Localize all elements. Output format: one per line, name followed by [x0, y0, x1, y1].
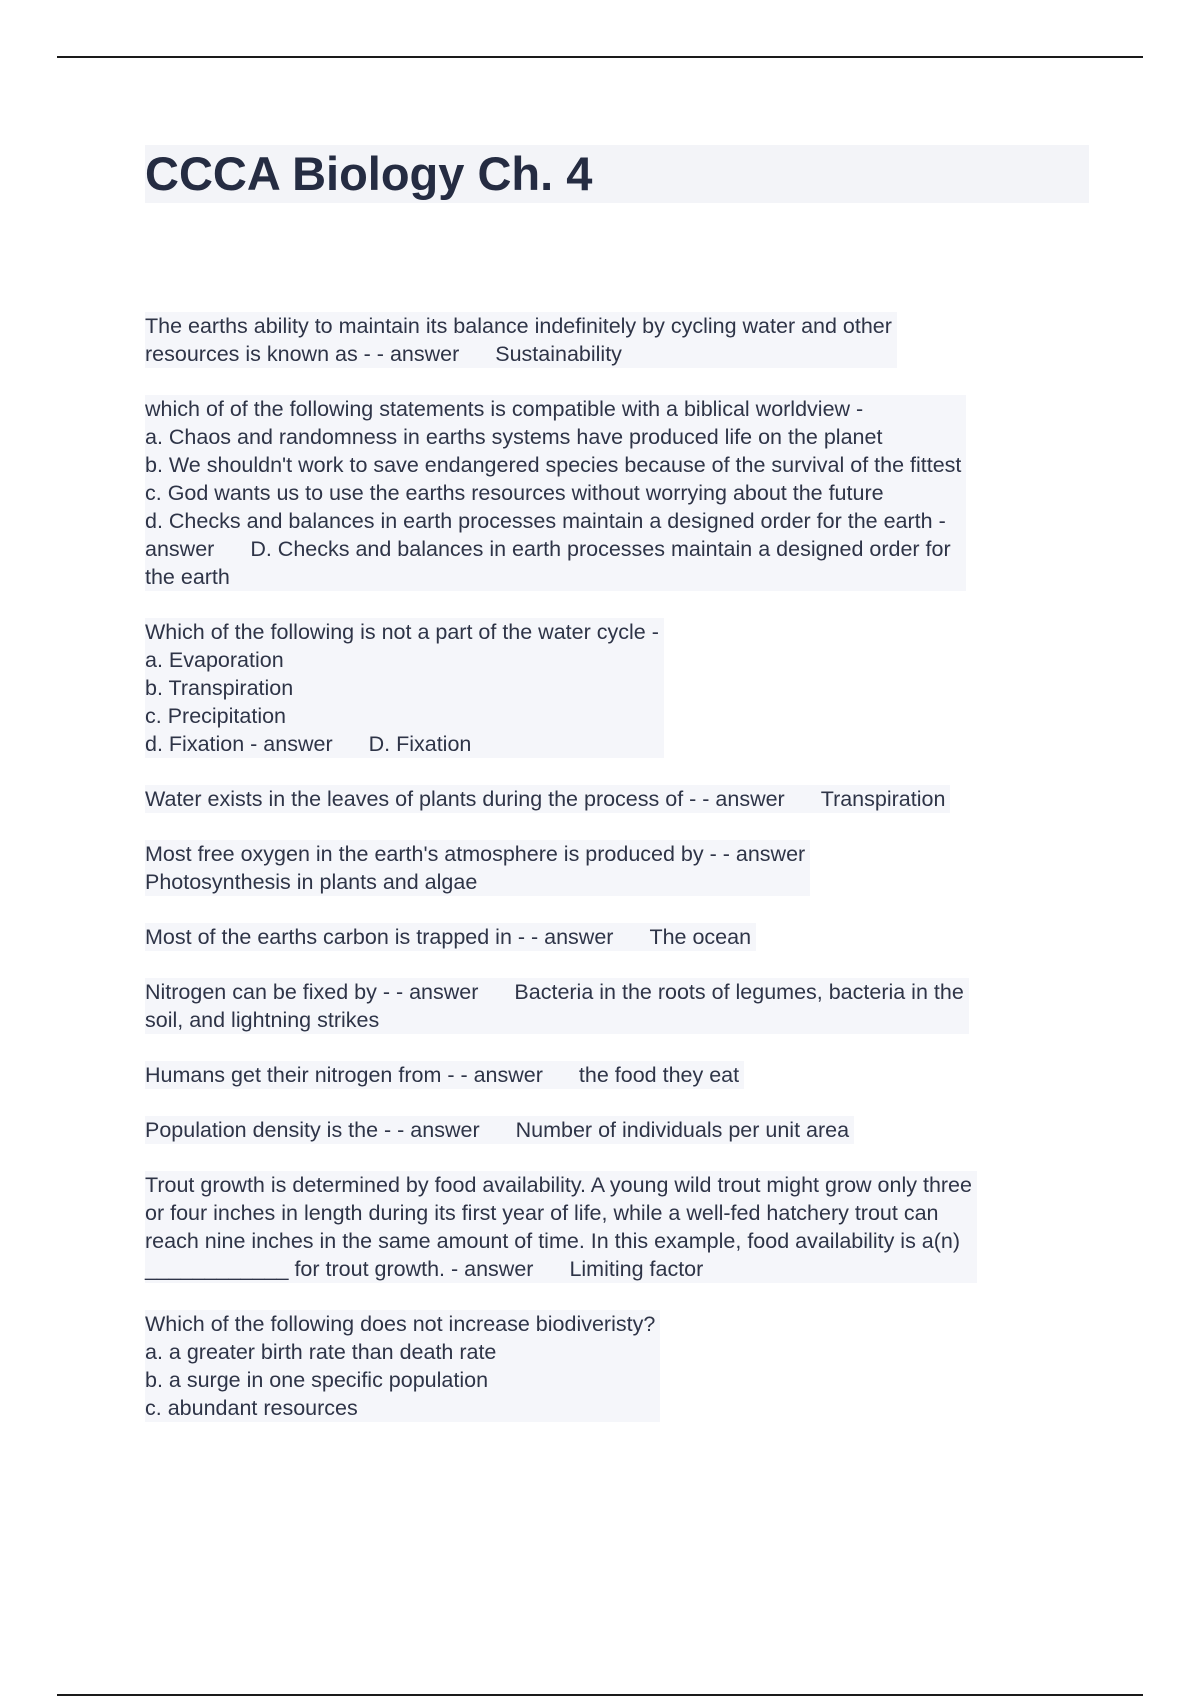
question-list [145, 312, 1085, 1449]
option-line: a. Chaos and randomness in earths systems have produced life on the planet [145, 425, 883, 449]
question-line [145, 1061, 739, 1089]
question-text: d. Fixation - answer [145, 732, 333, 756]
answer-text: The ocean [649, 925, 752, 949]
question-text: Population density is the - - answer [145, 1118, 480, 1142]
question-line [145, 1116, 849, 1144]
option-line: b. a surge in one specific population [145, 1368, 489, 1392]
answer-text: Limiting factor [569, 1257, 704, 1281]
question-line [145, 1255, 972, 1283]
answer-text: D. Fixation [368, 732, 472, 756]
qa-block [145, 618, 664, 758]
question-line: which of of the following statements is compatible with a biblical worldview - [145, 397, 864, 421]
qa-item-2 [145, 395, 1085, 591]
title-block [145, 145, 1089, 203]
qa-item-5 [145, 840, 1085, 896]
top-rule [57, 56, 1143, 58]
question-line: Which of the following does not increase biodiveristy? [145, 1312, 656, 1336]
qa-item-4 [145, 785, 1085, 813]
question-line [145, 978, 964, 1006]
answer-continued: soil, and lightning strikes [145, 1008, 380, 1032]
answer-text: Transpiration [820, 787, 946, 811]
bottom-rule [57, 1694, 1143, 1696]
question-line [145, 340, 892, 368]
question-text: ____________ for trout growth. - answer [145, 1257, 534, 1281]
option-line: a. Evaporation [145, 648, 284, 672]
qa-item-10 [145, 1171, 1085, 1283]
question-text: resources is known as - - answer [145, 342, 460, 366]
qa-block [145, 923, 756, 951]
qa-block [145, 1061, 744, 1089]
question-line: The earths ability to maintain its balance indefinitely by cycling water and other [145, 314, 892, 338]
qa-block [145, 978, 969, 1034]
qa-block [145, 312, 897, 368]
question-line [145, 785, 945, 813]
question-line: Which of the following is not a part of the water cycle - [145, 620, 659, 644]
option-line: b. We shouldn't work to save endangered species because of the survival of the fittest [145, 453, 962, 477]
option-line: c. abundant resources [145, 1396, 358, 1420]
option-line: c. God wants us to use the earths resources without worrying about the future [145, 481, 884, 505]
question-line: reach nine inches in the same amount of time. In this example, food availability is a(n) [145, 1229, 961, 1253]
qa-item-11 [145, 1310, 1085, 1422]
qa-item-8 [145, 1061, 1085, 1089]
question-line [145, 923, 751, 951]
question-text: Nitrogen can be fixed by - - answer [145, 980, 479, 1004]
qa-item-9 [145, 1116, 1085, 1144]
qa-block [145, 785, 950, 813]
answer-text: Photosynthesis in plants and algae [145, 870, 478, 894]
option-line: b. Transpiration [145, 676, 294, 700]
answer-continued: the earth [145, 565, 230, 589]
answer-text: D. Checks and balances in earth processes maintain a designed order for [250, 537, 951, 561]
qa-item-7 [145, 978, 1085, 1034]
option-line: c. Precipitation [145, 704, 287, 728]
question-line [145, 535, 961, 563]
answer-text: Number of individuals per unit area [515, 1118, 850, 1142]
answer-text: Sustainability [495, 342, 622, 366]
question-line: or four inches in length during its first year of life, while a well-fed hatchery trout can [145, 1201, 939, 1225]
qa-block [145, 1171, 977, 1283]
qa-item-1 [145, 312, 1085, 368]
qa-block [145, 395, 966, 591]
qa-item-6 [145, 923, 1085, 951]
option-line: a. a greater birth rate than death rate [145, 1340, 497, 1364]
qa-item-3 [145, 618, 1085, 758]
question-text: Water exists in the leaves of plants during the process of - - answer [145, 787, 785, 811]
question-text: Most of the earths carbon is trapped in - - answer [145, 925, 614, 949]
page-title: CCCA Biology Ch. 4 [145, 147, 593, 200]
option-line: d. Checks and balances in earth processes maintain a designed order for the earth - [145, 509, 946, 533]
qa-block [145, 840, 810, 896]
qa-block [145, 1116, 854, 1144]
qa-block [145, 1310, 660, 1422]
question-line: Most free oxygen in the earth's atmosphere is produced by - - answer [145, 842, 806, 866]
answer-text: the food they eat [578, 1063, 740, 1087]
answer-text: Bacteria in the roots of legumes, bacteria in the [514, 980, 964, 1004]
question-text: Humans get their nitrogen from - - answer [145, 1063, 543, 1087]
question-line [145, 730, 659, 758]
question-line: Trout growth is determined by food availability. A young wild trout might grow only three [145, 1173, 972, 1197]
question-text: answer [145, 537, 215, 561]
